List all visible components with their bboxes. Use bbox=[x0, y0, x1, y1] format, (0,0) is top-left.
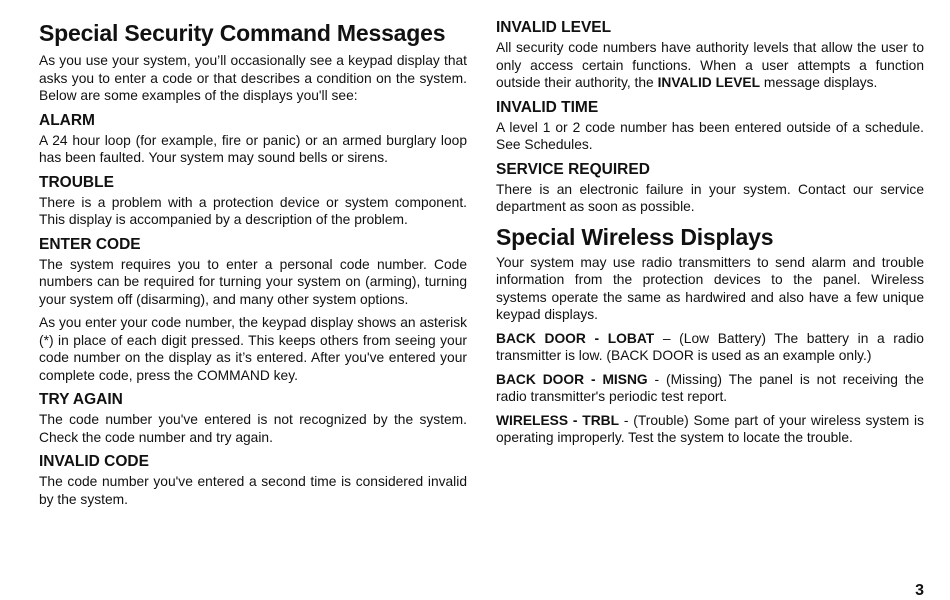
wireless-trbl-label: WIRELESS - TRBL bbox=[496, 412, 620, 428]
back-door-misng-text: - (Missing) The panel is not receiving the radio transmitter's periodic test report. bbox=[496, 371, 924, 404]
invalid-code-text: The code number you've entered a second time is considered invalid by the system. bbox=[39, 474, 467, 507]
wireless-trbl-text: - (Trouble) Some part of your wireless system is operating improperly. Test the system to locate the trouble. bbox=[496, 412, 924, 445]
left-column bbox=[39, 18, 467, 514]
back-door-misng-label: BACK DOOR - MISNG bbox=[496, 371, 648, 387]
invalid-level-text bbox=[496, 39, 924, 92]
invalid-level-text-after: message displays. bbox=[760, 75, 878, 90]
back-door-misng-entry bbox=[496, 371, 924, 406]
invalid-level-text-before: All security code numbers have authority levels that allow the user to only access certain functions. When a user attempts a function outside their authority, the bbox=[496, 40, 924, 90]
trouble-text: There is a problem with a protection device or system component. This display is accompanied by a description of the problem. bbox=[39, 194, 467, 227]
wireless-trbl-entry bbox=[496, 412, 924, 447]
alarm-text: A 24 hour loop (for example, fire or panic) or an armed burglary loop has been faulted. Your system may sound bells or sirens. bbox=[39, 132, 467, 165]
invalid-time-text: A level 1 or 2 code number has been entered outside of a schedule. See Schedules. bbox=[496, 119, 924, 152]
invalid-code-heading: INVALID CODE bbox=[39, 453, 149, 470]
service-required-heading: SERVICE REQUIRED bbox=[496, 160, 650, 178]
page-number: 3 bbox=[915, 582, 924, 599]
trouble-heading: TROUBLE bbox=[39, 173, 114, 191]
try-again-text: The code number you've entered is not recognized by the system. Check the code number and try again. bbox=[39, 412, 467, 445]
back-door-lobat-label: BACK DOOR - LOBAT bbox=[496, 330, 655, 346]
invalid-level-text-bold: INVALID LEVEL bbox=[657, 75, 761, 90]
back-door-lobat-text: – (Low Battery) The battery in a radio transmitter is low. (BACK DOOR is used as an example only.) bbox=[496, 330, 924, 363]
alarm-heading: ALARM bbox=[39, 111, 95, 129]
invalid-time-heading: INVALID TIME bbox=[496, 98, 599, 116]
service-required-text: There is an electronic failure in your system. Contact our service department as soon as possible. bbox=[496, 181, 924, 214]
page-title: Special Security Command Messages bbox=[39, 20, 446, 46]
back-door-lobat-entry bbox=[496, 330, 924, 365]
try-again-heading: TRY AGAIN bbox=[39, 391, 123, 408]
enter-code-heading: ENTER CODE bbox=[39, 235, 141, 253]
invalid-level-heading: INVALID LEVEL bbox=[496, 19, 612, 36]
wireless-title: Special Wireless Displays bbox=[496, 223, 774, 250]
right-column bbox=[496, 18, 924, 453]
enter-code-text-2: As you enter your code number, the keypad display shows an asterisk (*) in place of each digit pressed. This keeps others from seeing your code number on the display as it’s entered. After you've entered your complete code, press the COMMAND key. bbox=[39, 315, 467, 383]
enter-code-text-1: The system requires you to enter a personal code number. Code numbers can be required for turning your system on (arming), turning your system off (disarming), and many other system options. bbox=[39, 256, 467, 307]
wireless-intro: Your system may use radio transmitters to send alarm and trouble information from the protection devices to the panel. Wireless systems operate the same as hardwired and also have a few unique keypad displays. bbox=[496, 254, 924, 322]
intro-paragraph: As you use your system, you’ll occasionally see a keypad display that asks you to enter a code or that describes a condition on the system. Below are some examples of the displays you'll see: bbox=[39, 53, 467, 103]
